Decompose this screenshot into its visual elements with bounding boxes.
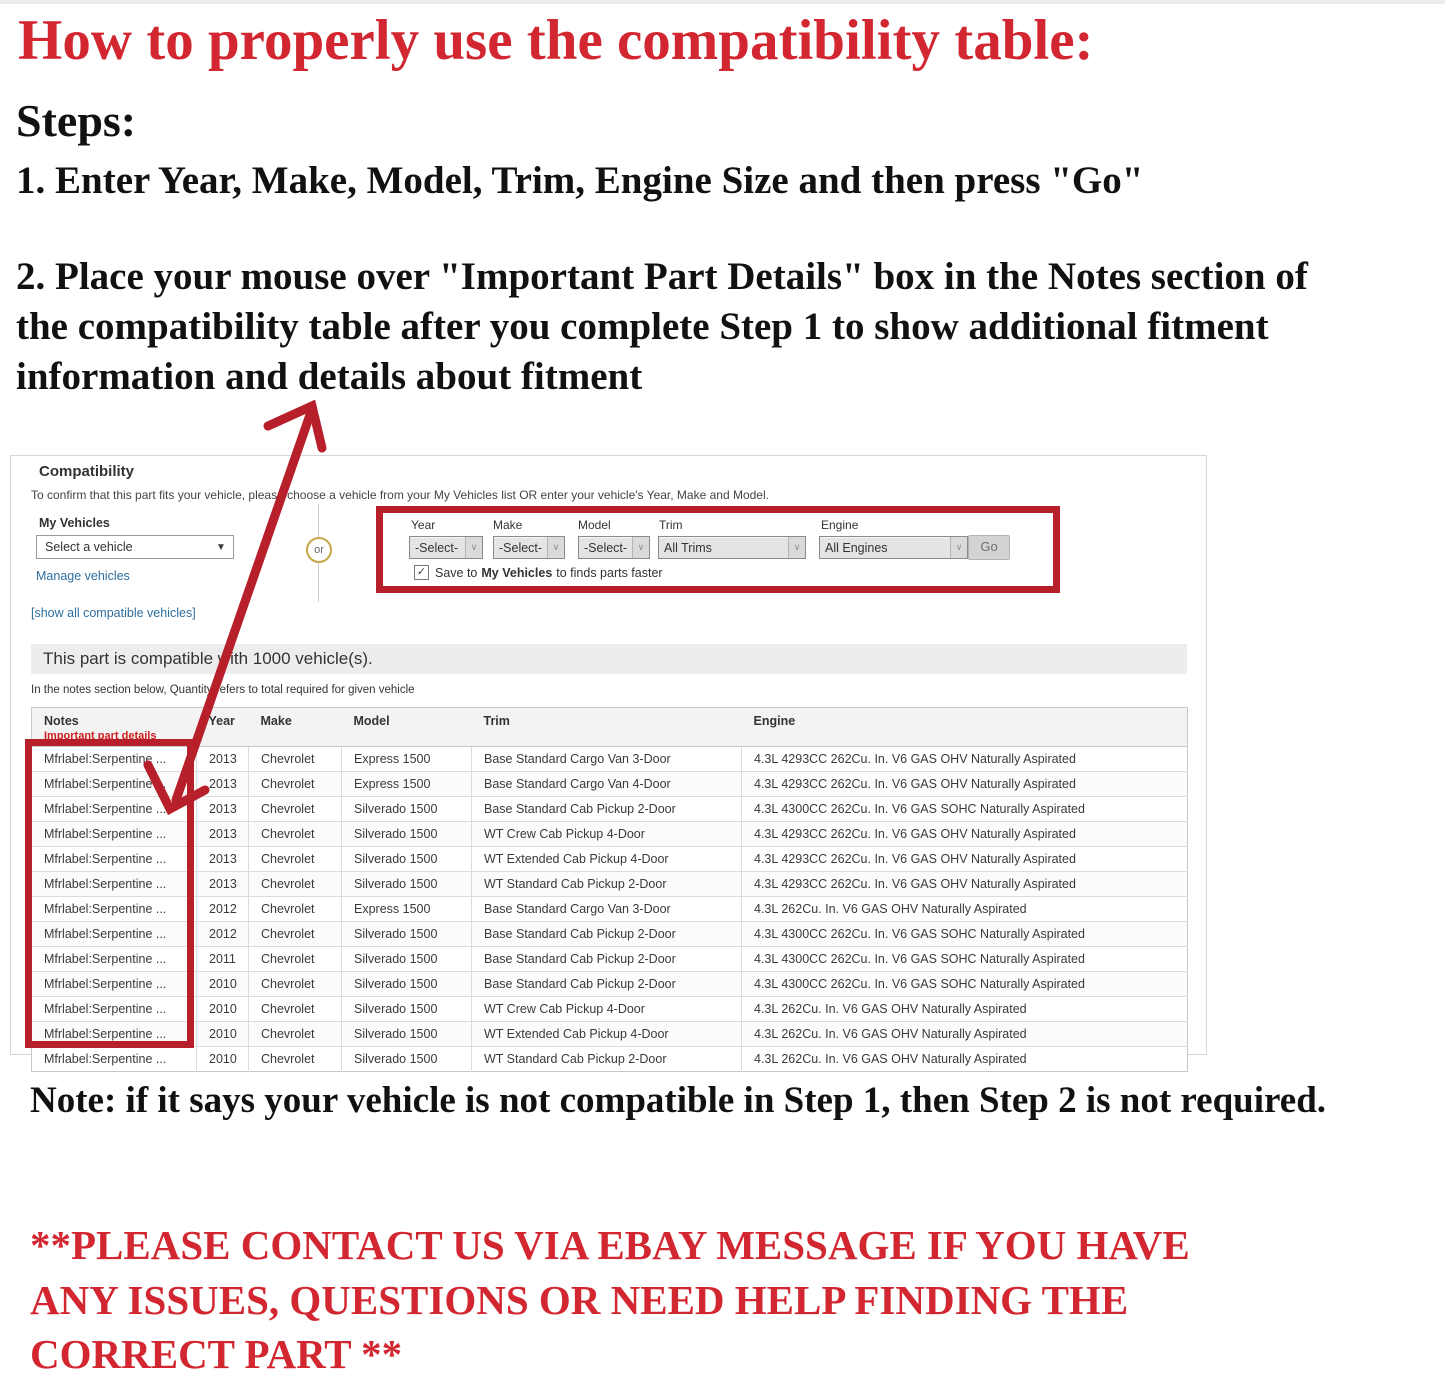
- cell-trim: Base Standard Cargo Van 3-Door: [472, 747, 742, 772]
- table-row: [32, 972, 1188, 997]
- cell-notes-important-part-details[interactable]: Mfrlabel:Serpentine ...: [32, 897, 197, 922]
- cell-model: Silverado 1500: [342, 997, 472, 1022]
- cell-engine: 4.3L 4300CC 262Cu. In. V6 GAS SOHC Naturally Aspirated: [742, 972, 1188, 997]
- cell-trim: Base Standard Cab Pickup 2-Door: [472, 972, 742, 997]
- cell-notes-important-part-details[interactable]: Mfrlabel:Serpentine ...: [32, 872, 197, 897]
- cell-year: 2010: [197, 997, 249, 1022]
- compatibility-banner: This part is compatible with 1000 vehicle(s).: [31, 644, 1187, 674]
- cell-make: Chevrolet: [249, 822, 342, 847]
- table-row: [32, 1047, 1188, 1072]
- cell-engine: 4.3L 4293CC 262Cu. In. V6 GAS OHV Naturally Aspirated: [742, 772, 1188, 797]
- trim-select-value: All Trims: [664, 540, 712, 555]
- cell-model: Silverado 1500: [342, 922, 472, 947]
- my-vehicles-dropdown-value: Select a vehicle: [45, 540, 133, 554]
- cell-notes-important-part-details[interactable]: Mfrlabel:Serpentine ...: [32, 947, 197, 972]
- notes-hint: In the notes section below, Quantity refers to total required for given vehicle: [31, 684, 415, 696]
- cell-notes-important-part-details[interactable]: Mfrlabel:Serpentine ...: [32, 797, 197, 822]
- cell-make: Chevrolet: [249, 797, 342, 822]
- table-row: [32, 1022, 1188, 1047]
- cell-trim: WT Extended Cab Pickup 4-Door: [472, 847, 742, 872]
- go-button[interactable]: Go: [968, 535, 1010, 560]
- main-title: How to properly use the compatibility table:: [18, 9, 1094, 72]
- cell-engine: 4.3L 4300CC 262Cu. In. V6 GAS SOHC Naturally Aspirated: [742, 947, 1188, 972]
- cell-model: Silverado 1500: [342, 822, 472, 847]
- show-all-compatible-vehicles-link[interactable]: [show all compatible vehicles]: [31, 606, 196, 620]
- save-suffix: to finds parts faster: [556, 565, 663, 580]
- chevron-down-icon: ∨: [950, 537, 967, 558]
- chevron-down-icon: ∨: [632, 537, 649, 558]
- cell-model: Silverado 1500: [342, 972, 472, 997]
- fitment-table: [31, 707, 1188, 1072]
- cell-year: 2012: [197, 922, 249, 947]
- cell-model: Express 1500: [342, 772, 472, 797]
- dropdown-caret-icon: ▼: [216, 541, 226, 553]
- cell-engine: 4.3L 4293CC 262Cu. In. V6 GAS OHV Naturally Aspirated: [742, 747, 1188, 772]
- cell-trim: Base Standard Cargo Van 3-Door: [472, 897, 742, 922]
- trim-label: Trim: [659, 518, 683, 532]
- year-select-value: -Select-: [415, 540, 459, 555]
- cell-year: 2013: [197, 797, 249, 822]
- table-row: [32, 897, 1188, 922]
- cell-trim: WT Standard Cab Pickup 2-Door: [472, 872, 742, 897]
- cell-make: Chevrolet: [249, 747, 342, 772]
- header-engine: Engine: [742, 708, 1188, 747]
- cell-notes-important-part-details[interactable]: Mfrlabel:Serpentine ...: [32, 822, 197, 847]
- header-year: Year: [197, 708, 249, 747]
- or-badge: or: [306, 537, 332, 563]
- cell-model: Silverado 1500: [342, 797, 472, 822]
- cell-model: Silverado 1500: [342, 1022, 472, 1047]
- cell-make: Chevrolet: [249, 897, 342, 922]
- cell-trim: Base Standard Cab Pickup 2-Door: [472, 922, 742, 947]
- cell-engine: 4.3L 4300CC 262Cu. In. V6 GAS SOHC Naturally Aspirated: [742, 922, 1188, 947]
- engine-select-value: All Engines: [825, 540, 888, 555]
- cell-make: Chevrolet: [249, 1047, 342, 1072]
- cell-make: Chevrolet: [249, 772, 342, 797]
- save-prefix: Save to: [435, 565, 478, 580]
- cell-notes-important-part-details[interactable]: Mfrlabel:Serpentine ...: [32, 972, 197, 997]
- cell-year: 2010: [197, 1047, 249, 1072]
- cell-model: Silverado 1500: [342, 872, 472, 897]
- cell-engine: 4.3L 4300CC 262Cu. In. V6 GAS SOHC Naturally Aspirated: [742, 797, 1188, 822]
- cell-trim: WT Extended Cab Pickup 4-Door: [472, 1022, 742, 1047]
- table-body: [32, 747, 1188, 1072]
- cell-model: Express 1500: [342, 897, 472, 922]
- cell-notes-important-part-details[interactable]: Mfrlabel:Serpentine ...: [32, 997, 197, 1022]
- make-select-value: -Select-: [499, 540, 543, 555]
- cell-notes-important-part-details[interactable]: Mfrlabel:Serpentine ...: [32, 772, 197, 797]
- cell-trim: Base Standard Cargo Van 4-Door: [472, 772, 742, 797]
- compatibility-description: To confirm that this part fits your vehicle, please choose a vehicle from your My Vehicles list OR enter your vehicle's Year, Make and Model.: [31, 488, 769, 502]
- year-label: Year: [411, 518, 436, 532]
- cell-engine: 4.3L 262Cu. In. V6 GAS OHV Naturally Aspirated: [742, 997, 1188, 1022]
- table-row: [32, 772, 1188, 797]
- cell-year: 2013: [197, 847, 249, 872]
- table-row: [32, 797, 1188, 822]
- my-vehicles-label: My Vehicles: [39, 516, 110, 530]
- cell-model: Silverado 1500: [342, 1047, 472, 1072]
- table-row: [32, 872, 1188, 897]
- compatibility-title: Compatibility: [39, 463, 135, 480]
- contact-text: **PLEASE CONTACT US VIA EBAY MESSAGE IF YOU HAVE ANY ISSUES, QUESTIONS OR NEED HELP FINDING THE CORRECT PART **: [30, 1222, 1190, 1378]
- cell-engine: 4.3L 262Cu. In. V6 GAS OHV Naturally Aspirated: [742, 1047, 1188, 1072]
- my-vehicles-dropdown[interactable]: [36, 535, 234, 559]
- finder-highlight-rectangle: [376, 506, 1060, 593]
- header-important-part-details[interactable]: Important part details: [44, 730, 157, 742]
- cell-notes-important-part-details[interactable]: Mfrlabel:Serpentine ...: [32, 1047, 197, 1072]
- top-edge-strip: [0, 0, 1445, 4]
- cell-year: 2013: [197, 772, 249, 797]
- cell-notes-important-part-details[interactable]: Mfrlabel:Serpentine ...: [32, 1022, 197, 1047]
- cell-year: 2011: [197, 947, 249, 972]
- table-header-row: [32, 708, 1188, 747]
- cell-make: Chevrolet: [249, 872, 342, 897]
- engine-label: Engine: [821, 518, 859, 532]
- header-trim: Trim: [472, 708, 742, 747]
- cell-model: Silverado 1500: [342, 847, 472, 872]
- cell-trim: WT Standard Cab Pickup 2-Door: [472, 1047, 742, 1072]
- table-row: [32, 947, 1188, 972]
- cell-engine: 4.3L 262Cu. In. V6 GAS OHV Naturally Aspirated: [742, 1022, 1188, 1047]
- cell-model: Express 1500: [342, 747, 472, 772]
- cell-model: Silverado 1500: [342, 947, 472, 972]
- notes-column-highlight-rectangle: [25, 739, 194, 1048]
- cell-year: 2010: [197, 1022, 249, 1047]
- cell-trim: Base Standard Cab Pickup 2-Door: [472, 947, 742, 972]
- cell-trim: WT Crew Cab Pickup 4-Door: [472, 822, 742, 847]
- header-model: Model: [342, 708, 472, 747]
- cell-make: Chevrolet: [249, 847, 342, 872]
- cell-make: Chevrolet: [249, 972, 342, 997]
- cell-notes-important-part-details[interactable]: Mfrlabel:Serpentine ...: [32, 922, 197, 947]
- cell-year: 2013: [197, 747, 249, 772]
- chevron-down-icon: ∨: [547, 537, 564, 558]
- cell-year: 2013: [197, 822, 249, 847]
- steps-heading: Steps:: [16, 95, 137, 146]
- cell-engine: 4.3L 4293CC 262Cu. In. V6 GAS OHV Naturally Aspirated: [742, 822, 1188, 847]
- cell-trim: Base Standard Cab Pickup 2-Door: [472, 797, 742, 822]
- table-row: [32, 922, 1188, 947]
- save-checkbox[interactable]: ✓: [414, 565, 429, 580]
- save-bold: My Vehicles: [481, 565, 553, 580]
- table-row: [32, 847, 1188, 872]
- note-text: Note: if it says your vehicle is not compatible in Step 1, then Step 2 is not required.: [30, 1080, 1327, 1121]
- chevron-down-icon: ∨: [788, 537, 805, 558]
- cell-engine: 4.3L 4293CC 262Cu. In. V6 GAS OHV Naturally Aspirated: [742, 872, 1188, 897]
- table-row: [32, 822, 1188, 847]
- table-row: [32, 747, 1188, 772]
- table-row: [32, 997, 1188, 1022]
- make-label: Make: [493, 518, 523, 532]
- manage-vehicles-link[interactable]: Manage vehicles: [36, 569, 130, 583]
- cell-notes-important-part-details[interactable]: Mfrlabel:Serpentine ...: [32, 847, 197, 872]
- header-make: Make: [249, 708, 342, 747]
- cell-notes-important-part-details[interactable]: Mfrlabel:Serpentine ...: [32, 747, 197, 772]
- cell-year: 2012: [197, 897, 249, 922]
- cell-make: Chevrolet: [249, 922, 342, 947]
- cell-engine: 4.3L 262Cu. In. V6 GAS OHV Naturally Aspirated: [742, 897, 1188, 922]
- cell-make: Chevrolet: [249, 947, 342, 972]
- cell-make: Chevrolet: [249, 1022, 342, 1047]
- cell-make: Chevrolet: [249, 997, 342, 1022]
- model-select-value: -Select-: [584, 540, 628, 555]
- step2-text: 2. Place your mouse over "Important Part Details" box in the Notes section of the compatibility table after you complete Step 1 to show additional fitment information and details about fitment: [16, 255, 1308, 398]
- cell-year: 2013: [197, 872, 249, 897]
- cell-trim: WT Crew Cab Pickup 4-Door: [472, 997, 742, 1022]
- cell-engine: 4.3L 4293CC 262Cu. In. V6 GAS OHV Naturally Aspirated: [742, 847, 1188, 872]
- chevron-down-icon: ∨: [465, 537, 482, 558]
- model-label: Model: [578, 518, 611, 532]
- step1-text: 1. Enter Year, Make, Model, Trim, Engine Size and then press "Go": [16, 159, 1144, 202]
- cell-year: 2010: [197, 972, 249, 997]
- header-notes-label: Notes: [44, 714, 79, 728]
